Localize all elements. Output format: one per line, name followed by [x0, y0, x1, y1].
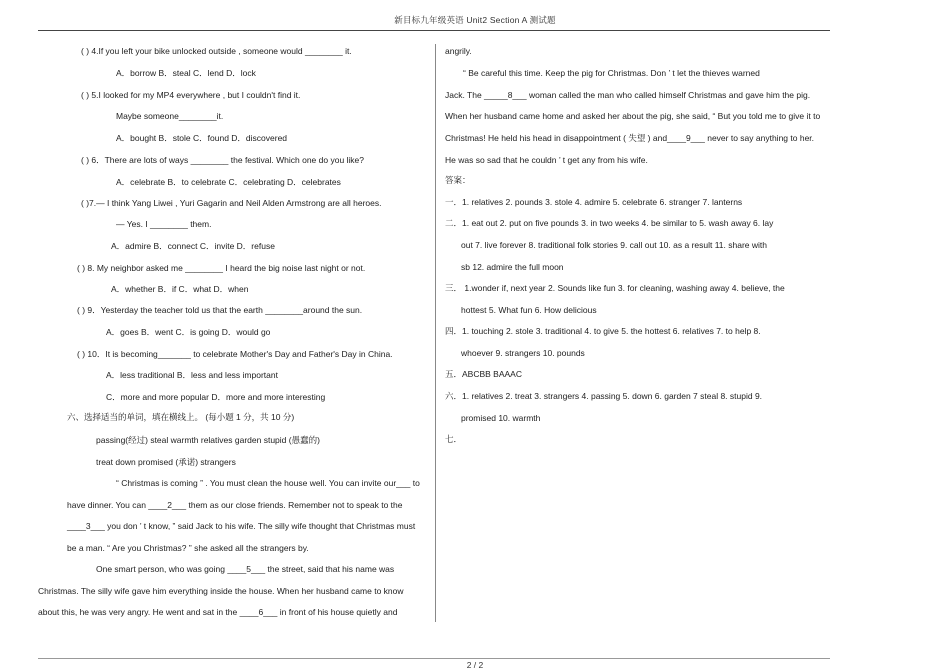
question-10-options-2: C．more and more popular D．more and more interesting — [106, 392, 326, 402]
word-bank-1: passing(经过) steal warmth relatives garden stupid (愚蠢的) — [96, 435, 320, 445]
question-5-continued: Maybe someone________it. — [116, 111, 224, 121]
answers-heading: 答案： — [445, 175, 471, 185]
question-4: ( ) 4.If you left your bike unlocked outside , someone would ________ it. — [81, 46, 352, 56]
header-divider — [38, 30, 830, 31]
page-header: 新目标九年级英语 Unit2 Section A 测试题 — [394, 15, 556, 25]
answers-section-3: 三． 1.wonder if, next year 2. Sounds like fun 3. for cleaning, washing away 4. believe, the — [445, 283, 785, 293]
passage-line: Christmas! He held his head in disappointment ( 失望 ) and____9___ never to say anything to her. — [445, 133, 815, 143]
question-8-options: A．whether B．if C．what D．when — [111, 284, 249, 294]
answers-section-5: 五．ABCBB BAAAC — [445, 369, 522, 379]
answers-section-2: 二．1. eat out 2. put on five pounds 3. in two weeks 4. be similar to 5. wash away 6. lay — [445, 218, 774, 228]
passage-line: angrily. — [445, 46, 472, 56]
question-9-options: A．goes B．went C．is going D．would go — [106, 327, 271, 337]
footer-divider — [38, 658, 830, 659]
page-number: 2 / 2 — [466, 660, 484, 670]
passage-line: He was so sad that he couldn ’ t get any from his wife. — [445, 155, 648, 165]
question-7: ( )7.— I think Yang Liwei , Yuri Gagarin and Neil Alden Armstrong are all heroes. — [81, 198, 382, 208]
passage-line: “ Be careful this time. Keep the pig for Christmas. Don ’ t let the thieves warned — [463, 68, 760, 78]
answers-section-6: 六．1. relatives 2. treat 3. strangers 4. passing 5. down 6. garden 7 steal 8. stupid 9. — [445, 391, 763, 401]
question-5: ( ) 5.I looked for my MP4 everywhere , but I couldn't find it. — [81, 90, 301, 100]
question-10-options-1: A．less traditional B．less and less important — [106, 370, 278, 380]
passage-line: When her husband came home and asked her about the pig, she said, “ But you told me to give it to — [445, 111, 821, 121]
answers-section-2-cont: out 7. live forever 8. traditional folk stories 9. call out 10. as a result 11. share with — [461, 240, 767, 250]
passage-line: about this, he was very angry. He went and sat in the ____6___ in front of his house quietly and — [38, 607, 398, 617]
answers-section-7: 七． — [445, 434, 463, 444]
answers-section-3-cont: hottest 5. What fun 6. How delicious — [461, 305, 597, 315]
answers-section-6-cont: promised 10. warmth — [461, 413, 541, 423]
section-6-heading: 六、选择适当的单词，填在横线上。 (每小题 1 分，共 10 分) — [67, 412, 295, 422]
passage-line: “ Christmas is coming ” . You must clean the house well. You can invite our___ to — [116, 478, 420, 488]
question-9: ( ) 9．Yesterday the teacher told us that the earth ________around the sun. — [77, 305, 363, 315]
question-4-options: A．borrow B．steal C．lend D．lock — [116, 68, 256, 78]
word-bank-2: treat down promised (承诺) strangers — [96, 457, 236, 467]
passage-line: Christmas. The silly wife gave him everything inside the house. When her husband came to know — [38, 586, 404, 596]
question-8: ( ) 8. My neighbor asked me ________ I heard the big noise last night or not. — [77, 263, 366, 273]
question-7-continued: — Yes. I ________ them. — [116, 219, 212, 229]
answers-section-4-cont: whoever 9. strangers 10. pounds — [461, 348, 585, 358]
answers-section-4: 四．1. touching 2. stole 3. traditional 4. to give 5. the hottest 6. relatives 7. to help 8. — [445, 326, 761, 336]
question-5-options: A．bought B．stole C．found D．discovered — [116, 133, 288, 143]
question-6-options: A．celebrate B．to celebrate C．celebrating D．celebrates — [116, 177, 341, 187]
passage-line: have dinner. You can ____2___ them as our close friends. Remember not to speak to the — [67, 500, 403, 510]
passage-line: ____3___ you don ’ t know, ” said Jack to his wife. The silly wife thought that Christmas must — [67, 521, 416, 531]
answers-section-1: 一．1. relatives 2. pounds 3. stole 4. admire 5. celebrate 6. stranger 7. lanterns — [445, 197, 743, 207]
passage-line: be a man. “ Are you Christmas? ” she asked all the strangers by. — [67, 543, 309, 553]
question-7-options: A．admire B．connect C．invite D．refuse — [111, 241, 275, 251]
column-divider — [435, 44, 436, 622]
passage-line: One smart person, who was going ____5___ the street, said that his name was — [96, 564, 395, 574]
passage-line: Jack. The _____8___ woman called the man who called himself Christmas and gave him the pig. — [445, 90, 811, 100]
question-6: ( ) 6．There are lots of ways ________ the festival. Which one do you like? — [81, 155, 365, 165]
answers-section-2-cont: sb 12. admire the full moon — [461, 262, 564, 272]
question-10: ( ) 10．It is becoming_______ to celebrate Mother's Day and Father's Day in China. — [77, 349, 393, 359]
